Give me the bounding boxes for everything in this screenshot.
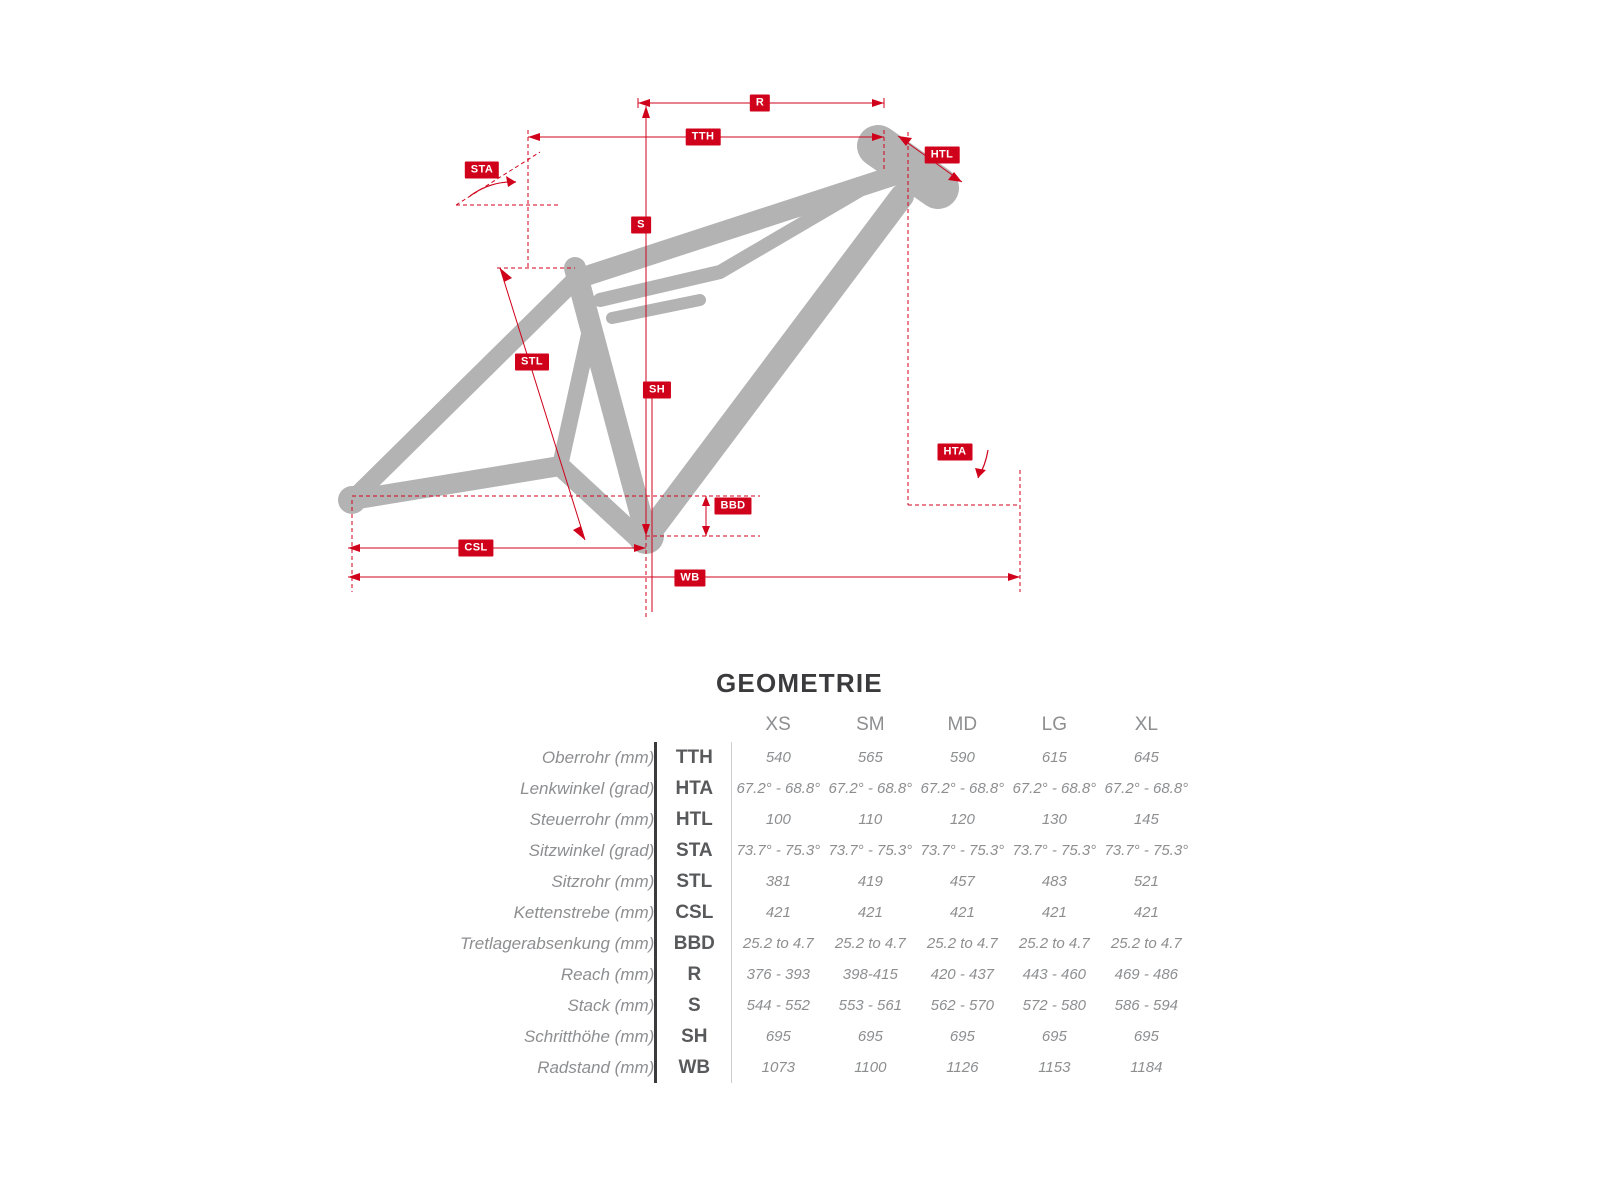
row-value: 376 - 393 [746,966,811,983]
row-value: 457 [949,873,975,890]
row-value: 1126 [946,1059,979,1076]
dim-label-stl: STL [515,354,549,371]
row-value: 381 [765,873,791,890]
table-row [460,928,1192,959]
row-value: 73.7° - 75.3° [1012,842,1097,859]
row-value: 483 [1041,873,1067,890]
dim-label-r: R [750,95,770,112]
row-value: 73.7° - 75.3° [1104,842,1189,859]
table-row [460,1052,1192,1083]
geometry-title: GEOMETRIE [716,668,883,698]
frame-silhouette [338,146,938,554]
row-name: Sitzwinkel (grad) [528,840,655,860]
dim-label-s: S [631,217,651,234]
dim-label-hta: HTA [938,444,973,461]
row-value: 25.2 to 4.7 [742,935,814,952]
row-value: 145 [1133,811,1159,828]
header-size-md: MD [947,714,978,735]
dim-label-bbd: BBD [714,498,751,515]
row-abbr: SH [656,1021,732,1052]
row-abbr: S [656,990,732,1021]
dim-label-tth: TTH [686,129,721,146]
row-value: 553 - 561 [838,997,903,1014]
row-value: 521 [1133,873,1159,890]
row-name: Stack (mm) [567,995,655,1015]
row-value: 695 [765,1028,791,1045]
row-value: 572 - 580 [1022,997,1087,1014]
dim-label-sta: STA [465,162,499,179]
row-value: 586 - 594 [1114,997,1179,1014]
row-value: 25.2 to 4.7 [1018,935,1090,952]
table-row [460,866,1192,897]
row-value: 421 [765,904,791,921]
row-value: 469 - 486 [1114,966,1179,983]
table-row [460,742,1192,773]
row-abbr: BBD [656,928,732,959]
row-name: Reach (mm) [560,964,655,984]
dim-label-wb: WB [674,570,705,587]
row-name: Tretlagerabsenkung (mm) [460,933,655,953]
row-value: 73.7° - 75.3° [736,842,821,859]
table-row [460,835,1192,866]
row-value: 540 [765,749,791,766]
row-value: 73.7° - 75.3° [920,842,1005,859]
table-header-row [460,708,1192,742]
row-abbr: HTL [656,804,732,835]
header-size-sm: SM [856,714,885,735]
row-value: 398-415 [842,966,898,983]
header-size-xs: XS [765,714,791,735]
dim-label-sh: SH [643,382,671,399]
row-value: 1184 [1130,1059,1163,1076]
row-value: 421 [949,904,975,921]
row-value: 421 [857,904,883,921]
row-abbr: CSL [656,897,732,928]
dim-label-htl: HTL [925,147,960,164]
row-name: Schritthöhe (mm) [523,1026,655,1046]
table-row [460,959,1192,990]
row-name: Oberrohr (mm) [541,747,655,767]
row-value: 695 [857,1028,883,1045]
row-value: 67.2° - 68.8° [1012,780,1097,797]
row-name: Sitzrohr (mm) [551,871,655,891]
header-blank-name [460,708,656,742]
row-abbr: R [656,959,732,990]
table-row [460,804,1192,835]
row-name: Kettenstrebe (mm) [513,902,655,922]
row-value: 120 [949,811,975,828]
row-value: 100 [765,811,791,828]
row-abbr: TTH [656,742,732,773]
row-value: 421 [1041,904,1067,921]
row-value: 645 [1133,749,1159,766]
row-value: 73.7° - 75.3° [828,842,913,859]
table-row [460,773,1192,804]
geometry-section [0,650,1600,1200]
row-abbr: WB [656,1052,732,1083]
row-value: 1073 [761,1059,796,1076]
row-value: 695 [949,1028,975,1045]
header-blank-abbr [656,708,732,742]
row-abbr: STA [656,835,732,866]
row-value: 695 [1041,1028,1067,1045]
row-value: 67.2° - 68.8° [828,780,913,797]
row-value: 110 [858,811,883,828]
row-value: 419 [857,873,883,890]
row-name: Lenkwinkel (grad) [520,778,655,798]
table-row [460,1021,1192,1052]
row-name: Steuerrohr (mm) [529,809,655,829]
header-size-lg: LG [1041,714,1067,735]
table-row [460,897,1192,928]
row-value: 562 - 570 [930,997,995,1014]
row-value: 25.2 to 4.7 [926,935,998,952]
row-value: 695 [1133,1028,1159,1045]
row-name: Radstand (mm) [537,1057,655,1077]
geometry-table [460,708,1194,1083]
row-value: 590 [949,749,975,766]
row-value: 25.2 to 4.7 [1110,935,1182,952]
dim-label-csl: CSL [458,540,493,557]
row-abbr: STL [656,866,732,897]
row-value: 67.2° - 68.8° [736,780,821,797]
row-value: 67.2° - 68.8° [1104,780,1189,797]
row-value: 420 - 437 [930,966,995,983]
row-abbr: HTA [656,773,732,804]
header-size-xl: XL [1134,714,1158,735]
row-value: 615 [1041,749,1067,766]
row-value: 130 [1041,811,1067,828]
row-value: 67.2° - 68.8° [920,780,1005,797]
row-value: 25.2 to 4.7 [834,935,906,952]
table-row [460,990,1192,1021]
row-value: 421 [1133,904,1159,921]
row-value: 544 - 552 [746,997,811,1014]
row-value: 1100 [854,1059,887,1076]
row-value: 1153 [1038,1059,1071,1076]
row-value: 443 - 460 [1022,966,1087,983]
row-value: 565 [857,749,883,766]
